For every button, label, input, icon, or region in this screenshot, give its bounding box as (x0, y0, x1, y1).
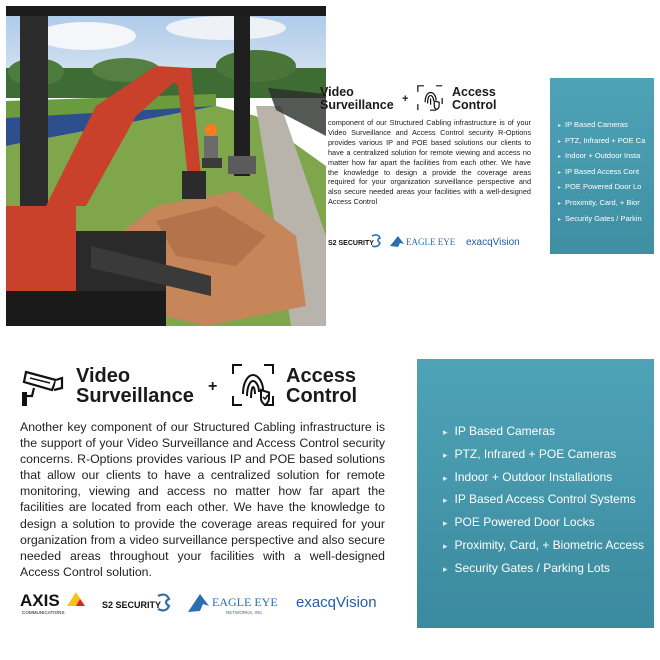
list-item: ▸ PTZ, Infrared + POE Cameras (443, 444, 644, 467)
axis-logo (20, 591, 85, 615)
cropped-features-panel (550, 78, 654, 254)
eagle-eye-logo-text: EAGLE EYE (212, 595, 278, 609)
eagle-eye-logo (188, 594, 278, 615)
list-item: ▸ IP Based Cameras (443, 421, 644, 444)
list-item: ▸ IP Based Cameras (558, 118, 645, 134)
partner-logos (20, 588, 400, 618)
list-item: ▸ Proximity, Card, + Bior (558, 196, 645, 212)
cropped-description: component of our Structured Cabling infrastructure is of your Video Surveillance and Access Control security R-Options provides various IP and POE based solutions our clients to have a centralized solution for remote viewing and access no matter how far apart the facilities from each other. We have the knowledge to design a provide the coverage areas required for your organization surveillance perspective and also secure needed areas your facilities with a well-designed Access Control (328, 118, 531, 207)
list-item: ▸ Security Gates / Parking Lots (443, 558, 644, 581)
list-item: ▸ Security Gates / Parkin (558, 212, 645, 228)
video-surveillance-heading: Video Surveillance (76, 365, 194, 407)
fingerprint-shield-icon (230, 362, 276, 408)
cropped-video-heading: Video Surveillance (320, 85, 394, 112)
cropped-s2-logo-text: S2 SECURITY (328, 240, 374, 247)
eagle-icon (188, 594, 209, 612)
security-camera-icon (20, 362, 68, 410)
cropped-access-heading: Access Control (452, 85, 497, 112)
cropped-plus-sign: + (402, 93, 409, 105)
construction-photo (6, 6, 326, 326)
cropped-partner-logos (328, 230, 538, 252)
s2-logo-text: S2 SECURITY (102, 600, 162, 610)
list-item: ▸ POE Powered Door Locks (443, 512, 644, 535)
cropped-exacq-logo-text: exacqVision (466, 237, 520, 248)
axis-sub-text: COMMUNICATIONS (22, 610, 65, 615)
list-item: ▸ Proximity, Card, + Biometric Access (443, 535, 644, 558)
access-control-heading: Access Control (286, 365, 358, 407)
list-item: ▸ PTZ, Infrared + POE Ca (558, 134, 645, 150)
service-panel (0, 356, 660, 656)
eagle-eye-sub-text: NETWORKS, INC. (226, 610, 264, 615)
list-item: ▸ Indoor + Outdoor Installations (443, 467, 644, 490)
service-description: Another key component of our Structured Cabling infrastructure is the support of your Video Surveillance and Access Control security concerns. R-Options provides various IP and POE based solutions that allow our clients to have a centralized solution for remote monitoring, viewing and access no matter how far apart the facilities are located from each other. We have the knowledge to design a solution to provide the coverage areas required for your organization from a video surveillance perspective and also secure needed areas throughout your facilities with a well-designed Access Control solution. (20, 420, 385, 579)
list-item: ▸ Indoor + Outdoor Insta (558, 149, 645, 165)
list-item: ▸ POE Powered Door Lo (558, 180, 645, 196)
s2-logo (102, 595, 169, 611)
list-item: ▸ IP Based Access Cont (558, 165, 645, 181)
features-panel (417, 359, 654, 628)
cropped-title (320, 84, 540, 118)
exacq-logo-text: exacqVision (296, 594, 377, 611)
excavator-photo-image (6, 6, 326, 326)
axis-logo-text: AXIS (20, 591, 60, 610)
cropped-eagle-logo-text: EAGLE EYE (406, 237, 456, 247)
plus-sign: + (208, 378, 218, 395)
cropped-features-list (558, 118, 645, 227)
eagle-icon (390, 236, 404, 247)
cropped-service-panel (320, 78, 654, 254)
features-list (443, 421, 644, 581)
fingerprint-shield-icon (416, 84, 444, 112)
list-item: ▸ IP Based Access Control Systems (443, 489, 644, 512)
